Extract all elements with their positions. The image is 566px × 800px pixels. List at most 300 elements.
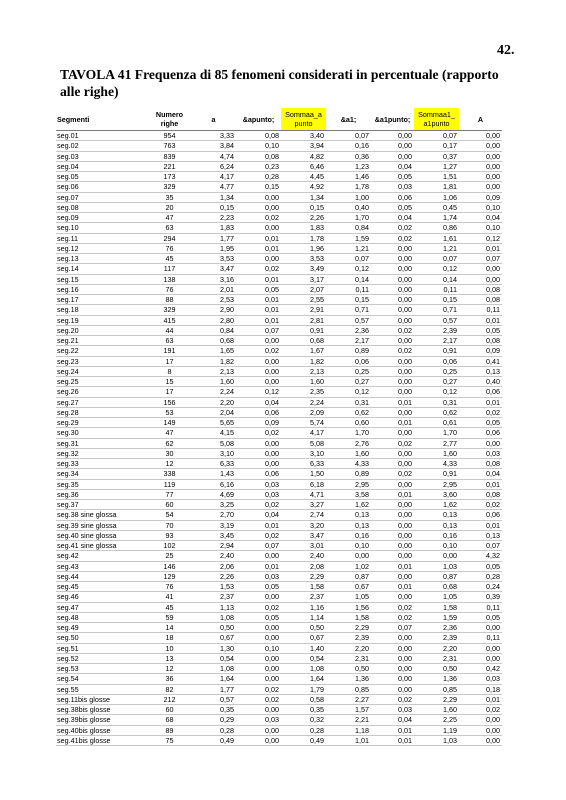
table-cell: 2,29 <box>414 694 459 704</box>
table-cell: 0,42 <box>459 664 502 674</box>
table-cell: 0,01 <box>371 397 414 407</box>
table-cell: 0,01 <box>371 582 414 592</box>
table-cell: 0,00 <box>371 664 414 674</box>
table-cell: 25 <box>148 551 191 561</box>
table-row <box>56 653 502 663</box>
table-cell: 0,27 <box>326 377 371 387</box>
table-cell: 0,00 <box>371 684 414 694</box>
table-cell: 0,00 <box>371 530 414 540</box>
table-cell: 0,00 <box>371 274 414 284</box>
table-cell: 0,28 <box>459 571 502 581</box>
table-cell: 2,13 <box>281 366 326 376</box>
table-cell: 4,45 <box>281 172 326 182</box>
table-cell: 0,57 <box>414 315 459 325</box>
table-row <box>56 684 502 694</box>
table-row <box>56 213 502 223</box>
table-cell: 2,08 <box>281 561 326 571</box>
table-cell: 45 <box>148 602 191 612</box>
table-cell: 0,08 <box>236 131 281 141</box>
table-cell: 0,01 <box>459 243 502 253</box>
segment-cell: seg.02 <box>56 141 148 151</box>
table-cell: 0,02 <box>236 500 281 510</box>
table-cell: 0,05 <box>236 582 281 592</box>
table-cell: 0,40 <box>326 202 371 212</box>
table-cell: 0,00 <box>236 438 281 448</box>
table-cell: 0,06 <box>459 387 502 397</box>
table-cell: 0,00 <box>371 674 414 684</box>
column-header: &a1punto; <box>371 108 414 131</box>
table-cell: 0,01 <box>459 520 502 530</box>
segment-cell: seg.34 <box>56 469 148 479</box>
table-cell: 0,08 <box>236 151 281 161</box>
table-cell: 3,53 <box>281 254 326 264</box>
table-cell: 0,01 <box>371 725 414 735</box>
table-row <box>56 602 502 612</box>
table-cell: 0,00 <box>371 428 414 438</box>
table-cell: 1,62 <box>326 500 371 510</box>
table-cell: 77 <box>148 489 191 499</box>
table-cell: 2,74 <box>281 510 326 520</box>
segment-cell: seg.04 <box>56 161 148 171</box>
table-cell: 0,00 <box>371 295 414 305</box>
table-cell: 0,13 <box>414 520 459 530</box>
table-cell: 0,39 <box>459 592 502 602</box>
table-cell: 2,29 <box>326 623 371 633</box>
segment-cell: seg.55 <box>56 684 148 694</box>
table-cell: 3,49 <box>281 264 326 274</box>
table-cell: 0,45 <box>414 202 459 212</box>
table-cell: 329 <box>148 182 191 192</box>
table-cell: 1,67 <box>281 346 326 356</box>
table-cell: 0,11 <box>459 305 502 315</box>
table-cell: 1,83 <box>191 223 236 233</box>
table-row <box>56 397 502 407</box>
segment-cell: seg.43 <box>56 561 148 571</box>
table-cell: 82 <box>148 684 191 694</box>
table-cell: 0,00 <box>371 243 414 253</box>
table-cell: 0,04 <box>371 715 414 725</box>
table-cell: 76 <box>148 582 191 592</box>
table-cell: 0,12 <box>459 233 502 243</box>
table-cell: 2,17 <box>326 336 371 346</box>
table-cell: 0,00 <box>371 479 414 489</box>
table-cell: 75 <box>148 735 191 745</box>
table-row <box>56 735 502 745</box>
table-cell: 0,06 <box>459 510 502 520</box>
table-cell: 3,10 <box>281 448 326 458</box>
table-cell: 0,01 <box>236 561 281 571</box>
table-cell: 1,03 <box>414 561 459 571</box>
table-cell: 5,74 <box>281 418 326 428</box>
table-cell: 1,36 <box>326 674 371 684</box>
table-cell: 0,04 <box>236 397 281 407</box>
table-cell: 3,58 <box>326 489 371 499</box>
table-cell: 0,00 <box>236 202 281 212</box>
table-cell: 2,55 <box>281 295 326 305</box>
table-cell: 0,00 <box>459 725 502 735</box>
table-cell: 0,00 <box>236 592 281 602</box>
table-cell: 4,33 <box>326 459 371 469</box>
table-cell: 0,00 <box>236 653 281 663</box>
table-row <box>56 325 502 335</box>
table-cell: 0,16 <box>326 530 371 540</box>
table-cell: 0,67 <box>281 633 326 643</box>
table-cell: 954 <box>148 131 191 141</box>
table-cell: 0,12 <box>236 387 281 397</box>
segment-cell: seg.36 <box>56 489 148 499</box>
table-cell: 0,49 <box>191 735 236 745</box>
table-row <box>56 243 502 253</box>
table-cell: 1,58 <box>414 602 459 612</box>
table-cell: 2,95 <box>326 479 371 489</box>
table-cell: 0,13 <box>414 510 459 520</box>
table-cell: 0,25 <box>414 366 459 376</box>
table-cell: 0,00 <box>371 305 414 315</box>
table-cell: 3,53 <box>191 254 236 264</box>
table-cell: 0,50 <box>281 623 326 633</box>
segment-cell: seg.12 <box>56 243 148 253</box>
segment-cell: seg.33 <box>56 459 148 469</box>
table-cell: 1,82 <box>281 356 326 366</box>
segment-cell: seg.18 <box>56 305 148 315</box>
table-cell: 1,16 <box>281 602 326 612</box>
table-row <box>56 623 502 633</box>
table-cell: 0,15 <box>281 202 326 212</box>
segment-cell: seg.38bis glosse <box>56 705 148 715</box>
table-cell: 2,01 <box>191 284 236 294</box>
table-cell: 1,46 <box>326 172 371 182</box>
table-cell: 0,02 <box>236 530 281 540</box>
table-cell: 41 <box>148 592 191 602</box>
table-cell: 63 <box>148 336 191 346</box>
column-header: A <box>459 108 502 131</box>
table-row <box>56 551 502 561</box>
table-row <box>56 500 502 510</box>
table-cell: 76 <box>148 243 191 253</box>
table-cell: 0,67 <box>191 633 236 643</box>
table-cell: 5,08 <box>281 438 326 448</box>
table-cell: 76 <box>148 284 191 294</box>
table-row <box>56 633 502 643</box>
table-cell: 1,61 <box>414 233 459 243</box>
table-cell: 0,02 <box>236 602 281 612</box>
segment-cell: seg.26 <box>56 387 148 397</box>
table-row <box>56 407 502 417</box>
table-cell: 0,60 <box>326 418 371 428</box>
segment-cell: seg.08 <box>56 202 148 212</box>
table-cell: 0,00 <box>371 151 414 161</box>
segment-cell: seg.16 <box>56 284 148 294</box>
table-cell: 0,05 <box>459 325 502 335</box>
table-cell: 839 <box>148 151 191 161</box>
table-cell: 2,13 <box>191 366 236 376</box>
table-cell: 4,17 <box>281 428 326 438</box>
table-row <box>56 264 502 274</box>
table-cell: 294 <box>148 233 191 243</box>
table-cell: 1,43 <box>191 469 236 479</box>
table-cell: 0,14 <box>326 274 371 284</box>
table-cell: 0,25 <box>326 366 371 376</box>
table-row <box>56 674 502 684</box>
table-cell: 4,32 <box>459 551 502 561</box>
segment-cell: seg.11bis glosse <box>56 694 148 704</box>
table-cell: 54 <box>148 510 191 520</box>
table-cell: 0,02 <box>459 407 502 417</box>
table-cell: 2,39 <box>414 325 459 335</box>
table-cell: 15 <box>148 377 191 387</box>
table-cell: 0,07 <box>236 541 281 551</box>
table-cell: 129 <box>148 571 191 581</box>
segment-cell: seg.28 <box>56 407 148 417</box>
table-cell: 0,86 <box>414 223 459 233</box>
table-cell: 0,37 <box>414 151 459 161</box>
table-cell: 0,00 <box>459 264 502 274</box>
table-cell: 0,89 <box>326 346 371 356</box>
table-cell: 0,67 <box>326 582 371 592</box>
table-cell: 0,07 <box>414 131 459 141</box>
table-cell: 3,94 <box>281 141 326 151</box>
table-cell: 1,59 <box>326 233 371 243</box>
table-row <box>56 295 502 305</box>
table-cell: 0,13 <box>326 520 371 530</box>
table-cell: 2,20 <box>326 643 371 653</box>
table-cell: 1,21 <box>414 243 459 253</box>
table-cell: 0,09 <box>459 192 502 202</box>
table-cell: 3,40 <box>281 131 326 141</box>
table-cell: 1,36 <box>414 674 459 684</box>
table-row <box>56 479 502 489</box>
table-row <box>56 141 502 151</box>
table-cell: 0,11 <box>414 284 459 294</box>
table-cell: 0,61 <box>414 418 459 428</box>
segment-cell: seg.41bis glosse <box>56 735 148 745</box>
segment-cell: seg.44 <box>56 571 148 581</box>
segment-cell: seg.20 <box>56 325 148 335</box>
table-cell: 0,05 <box>371 172 414 182</box>
segment-cell: seg.39 sine glossa <box>56 520 148 530</box>
segment-cell: seg.05 <box>56 172 148 182</box>
table-cell: 2,31 <box>414 653 459 663</box>
table-cell: 338 <box>148 469 191 479</box>
table-cell: 0,08 <box>459 336 502 346</box>
table-cell: 0,00 <box>459 131 502 141</box>
table-cell: 0,02 <box>371 602 414 612</box>
table-row <box>56 131 502 141</box>
table-cell: 10 <box>148 643 191 653</box>
segment-cell: seg.11 <box>56 233 148 243</box>
table-cell: 0,00 <box>371 254 414 264</box>
table-cell: 102 <box>148 541 191 551</box>
segment-cell: seg.19 <box>56 315 148 325</box>
table-cell: 0,07 <box>459 254 502 264</box>
table-cell: 1,79 <box>281 684 326 694</box>
table-row <box>56 571 502 581</box>
table-cell: 4,82 <box>281 151 326 161</box>
segment-cell: seg.37 <box>56 500 148 510</box>
table-cell: 1,19 <box>414 725 459 735</box>
table-cell: 3,25 <box>191 500 236 510</box>
table-cell: 0,62 <box>326 407 371 417</box>
table-cell: 0,58 <box>281 694 326 704</box>
table-cell: 1,60 <box>191 377 236 387</box>
segment-cell: seg.35 <box>56 479 148 489</box>
table-cell: 0,00 <box>459 715 502 725</box>
table-cell: 0,00 <box>371 264 414 274</box>
table-cell: 1,57 <box>326 705 371 715</box>
segment-cell: seg.52 <box>56 653 148 663</box>
table-cell: 0,01 <box>371 735 414 745</box>
table-cell: 0,62 <box>414 407 459 417</box>
table-cell: 0,05 <box>236 284 281 294</box>
table-cell: 1,40 <box>281 643 326 653</box>
table-cell: 0,06 <box>326 356 371 366</box>
column-header-highlighted: Sommaa1_ a1punto <box>414 108 459 131</box>
table-row <box>56 223 502 233</box>
table-cell: 0,00 <box>459 161 502 171</box>
table-cell: 0,12 <box>326 387 371 397</box>
table-cell: 0,03 <box>459 674 502 684</box>
table-cell: 2,20 <box>191 397 236 407</box>
table-cell: 1,01 <box>326 735 371 745</box>
table-cell: 0,02 <box>371 469 414 479</box>
table-cell: 2,31 <box>326 653 371 663</box>
table-cell: 0,06 <box>371 192 414 202</box>
table-cell: 156 <box>148 397 191 407</box>
table-cell: 0,57 <box>191 694 236 704</box>
table-cell: 0,00 <box>459 172 502 182</box>
table-cell: 0,28 <box>236 172 281 182</box>
table-cell: 0,00 <box>371 315 414 325</box>
table-cell: 2,26 <box>191 571 236 581</box>
table-row <box>56 254 502 264</box>
table-cell: 2,39 <box>326 633 371 643</box>
table-cell: 0,11 <box>459 602 502 612</box>
table-cell: 1,58 <box>281 582 326 592</box>
table-cell: 1,70 <box>414 428 459 438</box>
table-cell: 2,04 <box>191 407 236 417</box>
table-cell: 2,17 <box>414 336 459 346</box>
table-cell: 0,07 <box>371 623 414 633</box>
table-cell: 3,47 <box>281 530 326 540</box>
table-cell: 1,27 <box>414 161 459 171</box>
table-cell: 2,37 <box>281 592 326 602</box>
table-row <box>56 725 502 735</box>
table-cell: 12 <box>148 459 191 469</box>
table-cell: 0,04 <box>459 469 502 479</box>
table-cell: 0,00 <box>371 131 414 141</box>
table-cell: 0,00 <box>236 377 281 387</box>
table-row <box>56 510 502 520</box>
table-cell: 2,94 <box>191 541 236 551</box>
table-cell: 0,06 <box>236 469 281 479</box>
table-cell: 0,00 <box>459 141 502 151</box>
table-cell: 2,70 <box>191 510 236 520</box>
table-cell: 0,02 <box>236 694 281 704</box>
table-cell: 0,49 <box>281 735 326 745</box>
table-row <box>56 377 502 387</box>
table-cell: 1,34 <box>281 192 326 202</box>
table-cell: 5,65 <box>191 418 236 428</box>
table-cell: 0,09 <box>236 418 281 428</box>
table-cell: 2,91 <box>281 305 326 315</box>
segment-cell: seg.21 <box>56 336 148 346</box>
segment-cell: seg.38 sine glossa <box>56 510 148 520</box>
table-cell: 0,07 <box>326 254 371 264</box>
table-cell: 2,95 <box>414 479 459 489</box>
table-cell: 0,02 <box>236 346 281 356</box>
table-cell: 2,20 <box>414 643 459 653</box>
table-cell: 2,40 <box>191 551 236 561</box>
segment-cell: seg.31 <box>56 438 148 448</box>
table-cell: 149 <box>148 418 191 428</box>
table-cell: 0,68 <box>414 582 459 592</box>
table-cell: 2,23 <box>191 213 236 223</box>
segment-cell: seg.07 <box>56 192 148 202</box>
table-body <box>56 131 502 746</box>
table-cell: 2,29 <box>281 571 326 581</box>
segment-cell: seg.42 <box>56 551 148 561</box>
table-cell: 0,02 <box>371 438 414 448</box>
table-cell: 1,23 <box>326 161 371 171</box>
table-cell: 0,03 <box>236 571 281 581</box>
table-cell: 0,05 <box>459 418 502 428</box>
table-cell: 0,36 <box>326 151 371 161</box>
table-cell: 0,10 <box>236 643 281 653</box>
table-cell: 0,08 <box>459 459 502 469</box>
table-cell: 221 <box>148 161 191 171</box>
table-row <box>56 705 502 715</box>
table-cell: 0,85 <box>326 684 371 694</box>
segment-cell: seg.32 <box>56 448 148 458</box>
table-cell: 0,00 <box>371 653 414 663</box>
table-cell: 0,35 <box>191 705 236 715</box>
table-cell: 0,15 <box>414 295 459 305</box>
table-cell: 0,04 <box>371 213 414 223</box>
table-cell: 12 <box>148 664 191 674</box>
table-cell: 6,46 <box>281 161 326 171</box>
table-cell: 0,00 <box>236 336 281 346</box>
table-row <box>56 161 502 171</box>
table-cell: 18 <box>148 633 191 643</box>
table-cell: 1,08 <box>191 612 236 622</box>
table-cell: 0,57 <box>326 315 371 325</box>
table-cell: 0,50 <box>326 664 371 674</box>
table-cell: 0,00 <box>236 223 281 233</box>
table-cell: 0,01 <box>459 694 502 704</box>
table-cell: 0,11 <box>326 284 371 294</box>
table-cell: 1,14 <box>281 612 326 622</box>
table-cell: 0,01 <box>459 479 502 489</box>
table-cell: 0,12 <box>414 387 459 397</box>
table-cell: 0,00 <box>371 500 414 510</box>
segment-cell: seg.25 <box>56 377 148 387</box>
table-cell: 0,54 <box>281 653 326 663</box>
table-cell: 6,18 <box>281 479 326 489</box>
table-row <box>56 664 502 674</box>
table-cell: 1,65 <box>191 346 236 356</box>
table-cell: 0,00 <box>371 336 414 346</box>
table-row <box>56 428 502 438</box>
table-cell: 0,00 <box>236 366 281 376</box>
segment-cell: seg.24 <box>56 366 148 376</box>
table-cell: 68 <box>148 715 191 725</box>
table-cell: 0,00 <box>236 664 281 674</box>
table-cell: 0,04 <box>371 161 414 171</box>
table-cell: 0,00 <box>371 633 414 643</box>
table-cell: 0,15 <box>236 182 281 192</box>
table-cell: 0,17 <box>414 141 459 151</box>
segment-cell: seg.41 sine glossa <box>56 541 148 551</box>
